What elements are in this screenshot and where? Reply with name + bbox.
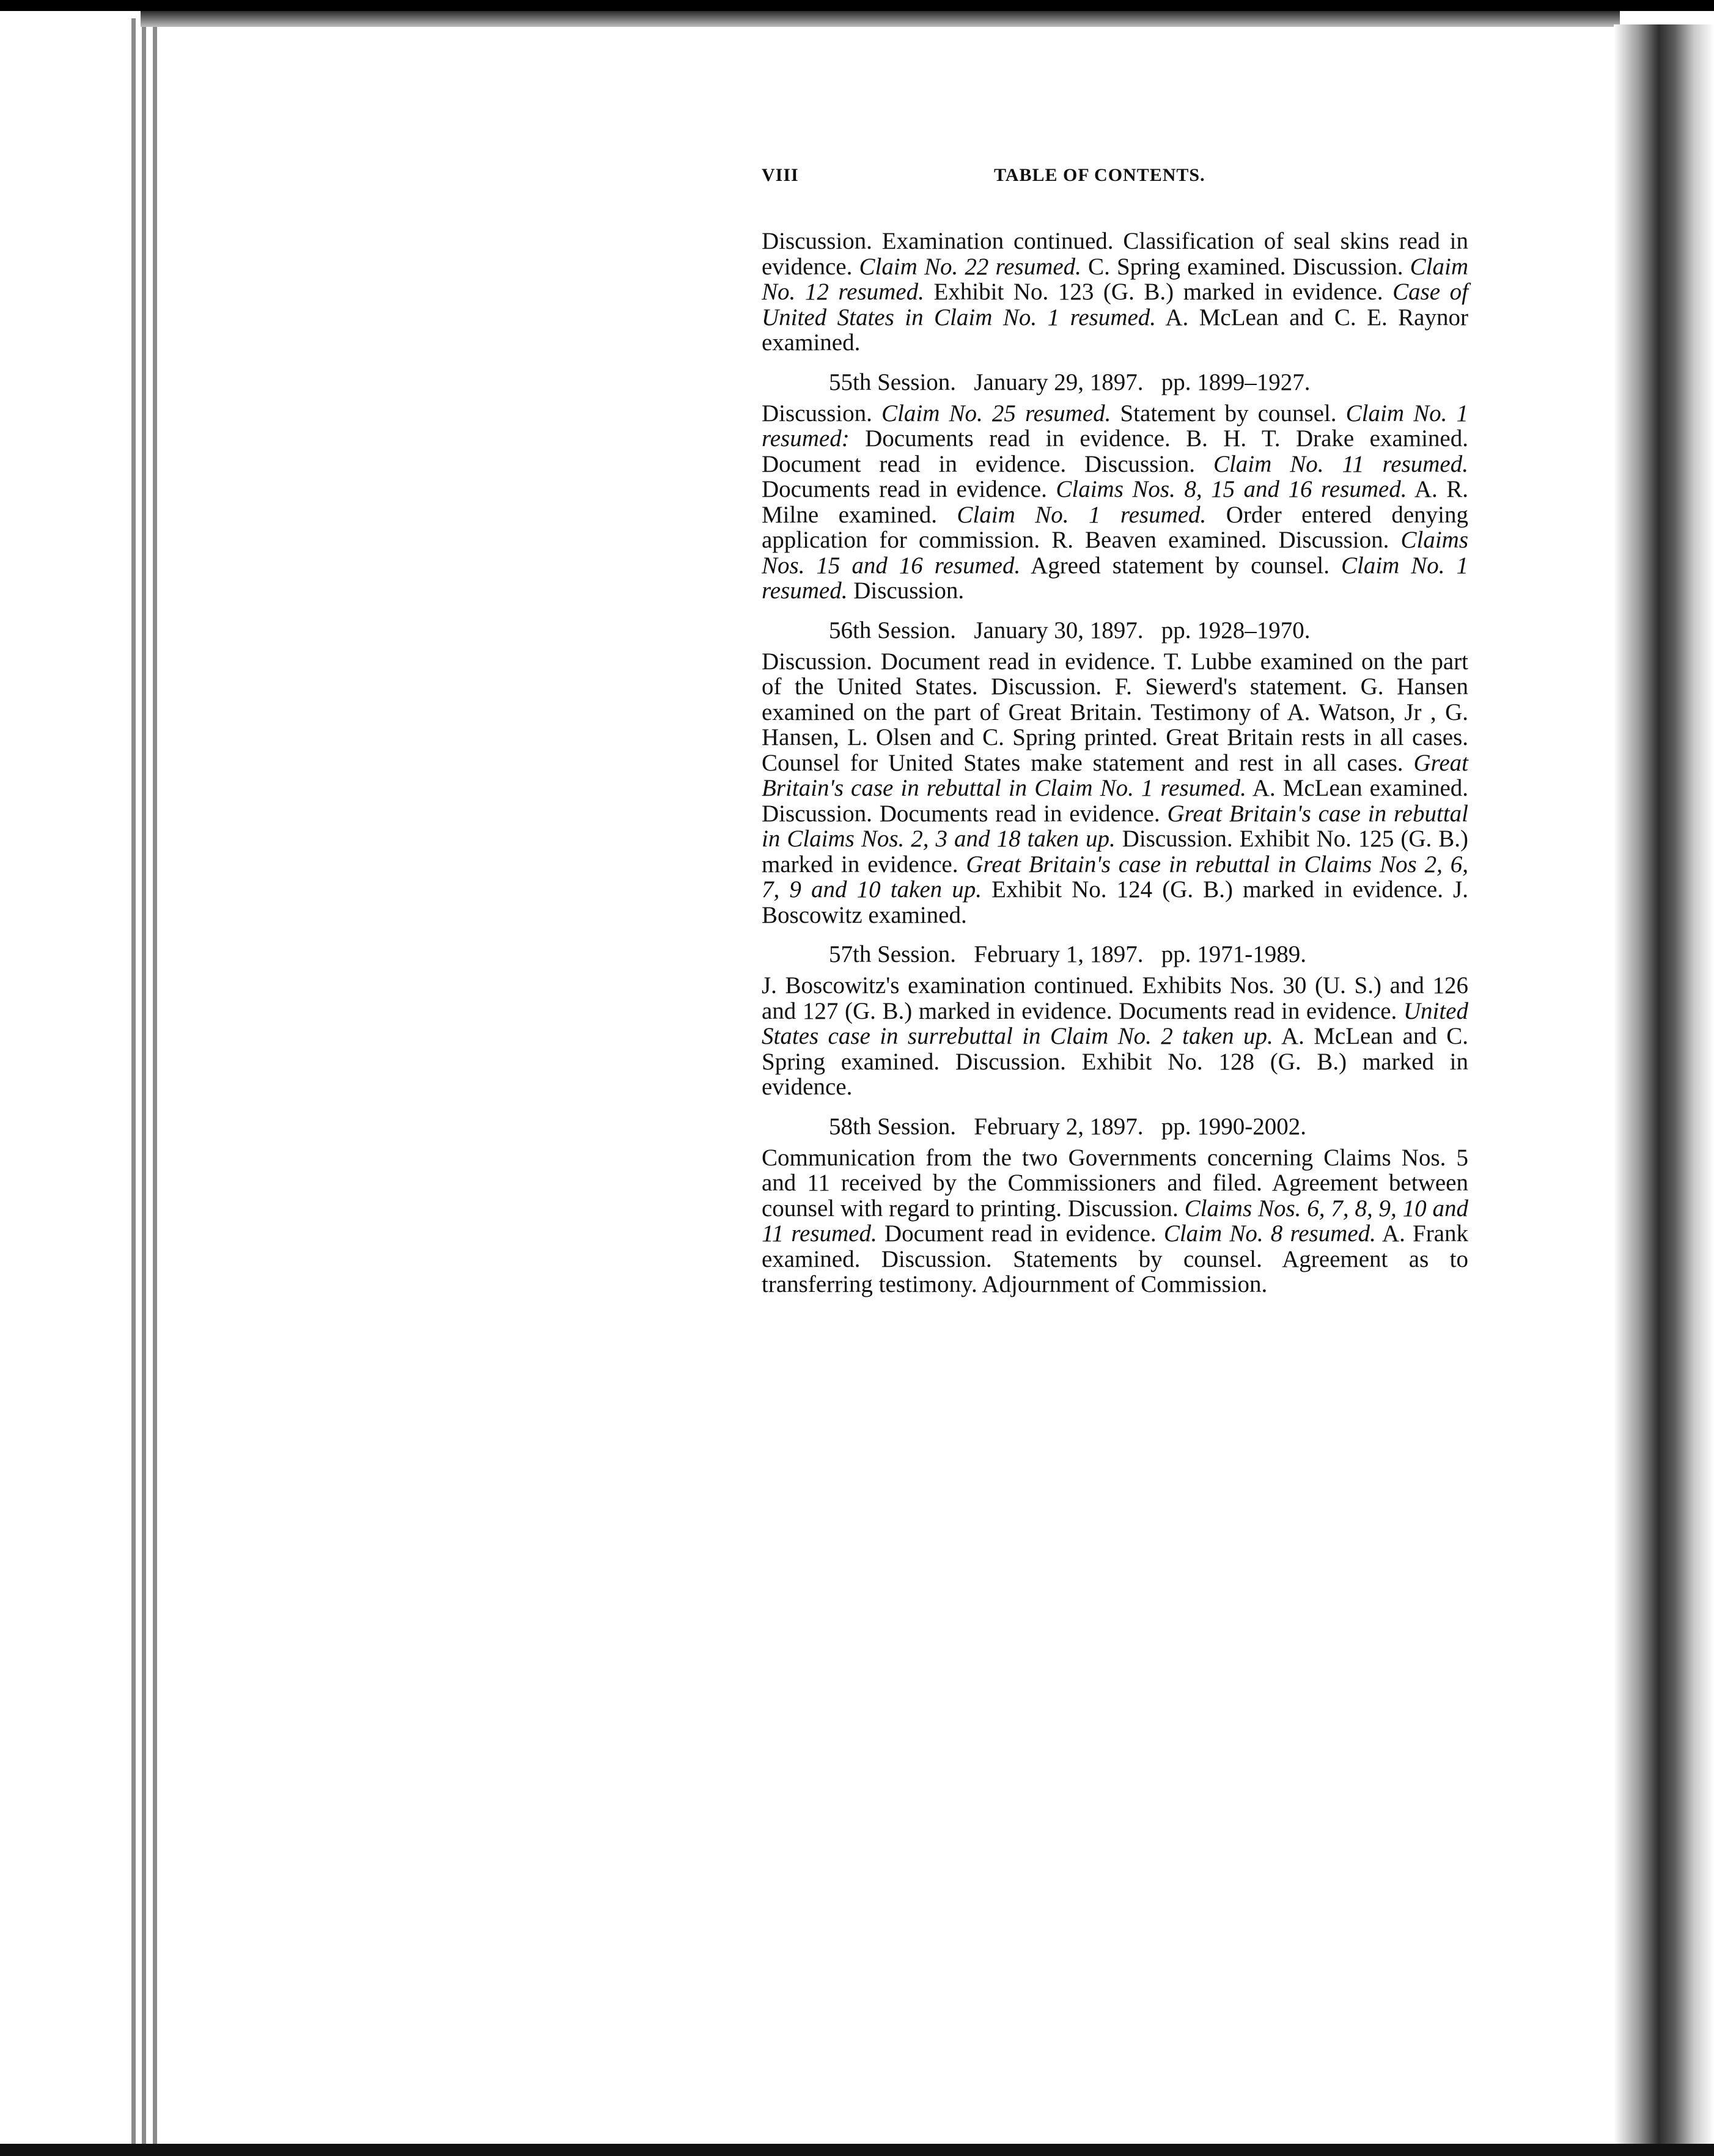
scan-border-top [0, 0, 1714, 11]
text-run: C. Spring examined. Discussion. [1081, 253, 1410, 280]
text-run: A. McLean examined. Discussion. Documents read in evidence. [762, 775, 1469, 827]
page-number: VIII [762, 165, 799, 185]
text-run: Order entered denying application for commission. R. Beaven examined. Discussion. [762, 501, 1468, 553]
text-run: Exhibit No. 124 (G. B.) marked in evidence. J. Boscowitz examined. [762, 876, 1468, 928]
text-run: Statement by counsel. [1111, 400, 1346, 427]
session-entry [762, 1112, 1468, 1297]
text-run: Agreed statement by counsel. [1020, 552, 1341, 579]
session-heading: 55th Session. January 29, 1897. pp. 1899–1927. [829, 369, 1311, 395]
session-list [762, 368, 1468, 1297]
text-run: J. Boscowitz's examination continued. Exhibits Nos. 30 (U. S.) and 126 and 127 (G. B.) marked in evidence. Documents read in evidence. [762, 972, 1468, 1024]
text-run: Communication from the two Governments concerning Claims Nos. 5 and 11 received by the Commissioners and filed. Agreement between counsel with regard to printing. Discussion. [762, 1144, 1468, 1222]
text-run: Discussion. [762, 400, 882, 427]
text-run: Discussion. Exhibit No. 125 (G. B.) marked in evidence. [762, 826, 1468, 878]
claim-reference: Claims Nos. 15 and 16 resumed. [762, 527, 1468, 579]
claim-reference: United States case in surrebuttal in Claim No. 2 taken up. [762, 997, 1468, 1049]
session-summary [762, 973, 1468, 1100]
session-summary [762, 649, 1468, 928]
text-run: Documents read in evidence. [762, 476, 1056, 502]
page-edge-line [131, 18, 136, 2144]
claim-reference: Claim No. 12 resumed. [762, 253, 1468, 305]
scan-margin-left [0, 0, 128, 2156]
claim-reference: Claim No. 11 resumed. [1213, 450, 1468, 477]
claim-reference: Claim No. 1 resumed: [762, 400, 1468, 452]
text-run: Document read in evidence. [877, 1220, 1164, 1247]
session-heading: 58th Session. February 2, 1897. pp. 1990-2002. [829, 1113, 1307, 1140]
text-run: Discussion. Examination continued. Classification of seal skins read in evidence. [762, 228, 1468, 280]
claim-reference: Claims Nos. 8, 15 and 16 resumed. [1056, 476, 1407, 502]
page-edge-line [142, 18, 146, 2144]
claim-reference: Great Britain's case in rebuttal in Claims Nos 2, 6, 7, 9 and 10 taken up. [762, 851, 1469, 903]
document-page [762, 160, 1468, 1297]
text-run: Documents read in evidence. B. H. T. Drake examined. Document read in evidence. Discussion. [762, 425, 1468, 477]
intro-paragraph [762, 229, 1468, 356]
session-entry [762, 368, 1468, 604]
running-title: TABLE OF CONTENTS. [994, 165, 1205, 185]
claim-reference: Great Britain's case in rebuttal in Claims Nos. 2, 3 and 18 taken up. [762, 800, 1468, 852]
text-run: A. McLean and C. Spring examined. Discussion. Exhibit No. 128 (G. B.) marked in evidence. [762, 1023, 1469, 1100]
session-summary [762, 401, 1468, 604]
claim-reference: Case of United States in Claim No. 1 resumed. [762, 279, 1468, 331]
text-run: Exhibit No. 123 (G. B.) marked in evidence. [924, 279, 1393, 305]
page-header [762, 160, 1468, 197]
session-heading: 56th Session. January 30, 1897. pp. 1928–1970. [829, 617, 1311, 644]
text-run: A. R. Milne examined. [762, 476, 1468, 528]
text-run: Discussion. [847, 578, 965, 604]
claim-reference: Claim No. 22 resumed. [859, 253, 1081, 280]
session-summary [762, 1145, 1468, 1297]
claim-reference: Claim No. 8 resumed. [1163, 1220, 1376, 1247]
text-run: A. McLean and C. E. Raynor examined. [762, 304, 1468, 356]
text-run: A. Frank examined. Discussion. Statements by counsel. Agreement as to transferring testimony. Adjournment of Commission. [762, 1220, 1468, 1297]
session-entry [762, 940, 1468, 1100]
claim-reference: Claim No. 1 resumed. [762, 552, 1468, 604]
claim-reference: Claim No. 25 resumed. [881, 400, 1111, 427]
scan-border-bottom [0, 2144, 1714, 2156]
book-spine-shadow [1614, 24, 1714, 2144]
session-heading: 57th Session. February 1, 1897. pp. 1971-1989. [829, 941, 1307, 967]
claim-reference: Claims Nos. 6, 7, 8, 9, 10 and 11 resumed. [762, 1195, 1468, 1247]
text-run: Discussion. Document read in evidence. T. Lubbe examined on the part of the United States. Discussion. F. Siewerd's statement. G. Hansen examined on the part of Great Britain. Testimony of A. Watson, Jr , G. Hansen, L. Olsen and C. Spring printed. Great Britain rests in all cases. Counsel for United States make statement and rest in all cases. [762, 648, 1468, 776]
scan-shadow-top [141, 11, 1620, 27]
claim-reference: Claim No. 1 resumed. [957, 501, 1207, 528]
session-entry [762, 616, 1468, 928]
claim-reference: Great Britain's case in rebuttal in Claim No. 1 resumed. [762, 749, 1468, 801]
page-edge-line [153, 18, 157, 2144]
